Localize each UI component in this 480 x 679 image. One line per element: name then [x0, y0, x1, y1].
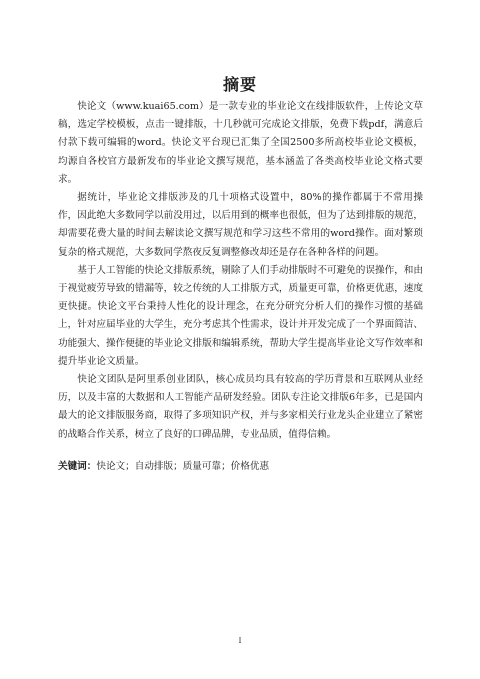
abstract-title: 摘要	[222, 75, 257, 94]
keywords-label: 关键词：	[58, 460, 97, 472]
abstract-body	[58, 98, 423, 476]
keywords-text: 快论文；自动排版；质量可靠；价格优惠	[96, 460, 270, 472]
abstract-paragraph-4: 快论文团队是阿里系创业团队，核心成员均具有较高的学历背景和互联网从业经历，以及丰富的大数据和人工智能产品研发经验。团队专注论文排版6年多，已是国内最大的论文排版服务商，取得了多项知识产权，并与多家相关行业龙头企业建立了紧密的战略合作关系，树立了良好的口碑品牌，专业品质，值得信赖。	[58, 374, 423, 440]
abstract-paragraph-2: 据统计，毕业论文排版涉及的几十项格式设置中，80%的操作都属于不常用操作，因此绝大多数同学以前没用过，以后用到的概率也很低，但为了达到排版的规范，却需要花费大量的时间去解读论文撰写规范和学习这些不常用的word操作。面对繁琐复杂的格式规范，大多数同学熬夜反复调整修改却还是存在各种各样的问题。	[58, 192, 423, 258]
abstract-paragraph-1: 快论文（www.kuai65.com）是一款专业的毕业论文在线排版软件，上传论文草稿，选定学校模板，点击一键排版，十几秒就可完成论文排版，免费下载pdf，满意后付款下载可编辑的word。快论文平台现已汇集了全国2500多所高校毕业论文模板，均源自各校官方最新发布的毕业论文撰写规范，基本涵盖了各类高校毕业论文格式要求。	[58, 101, 423, 185]
abstract-paragraph-3: 基于人工智能的快论文排版系统，剔除了人们手动排版时不可避免的误操作，和由于视觉疲劳导致的错漏等，较之传统的人工排版方式，质量更可靠，价格更优惠，速度更快捷。快论文平台秉持人性化的设计理念，在充分研究分析人们的操作习惯的基础上，针对应届毕业的大学生，充分考虑其个性需求，设计并开发完成了一个界面简洁、功能强大、操作便捷的毕业论文排版和编辑系统，帮助大学生提高毕业论文写作效率和提升毕业论文质量。	[58, 264, 423, 367]
page-number: I	[238, 637, 242, 645]
keywords-line	[58, 458, 423, 476]
